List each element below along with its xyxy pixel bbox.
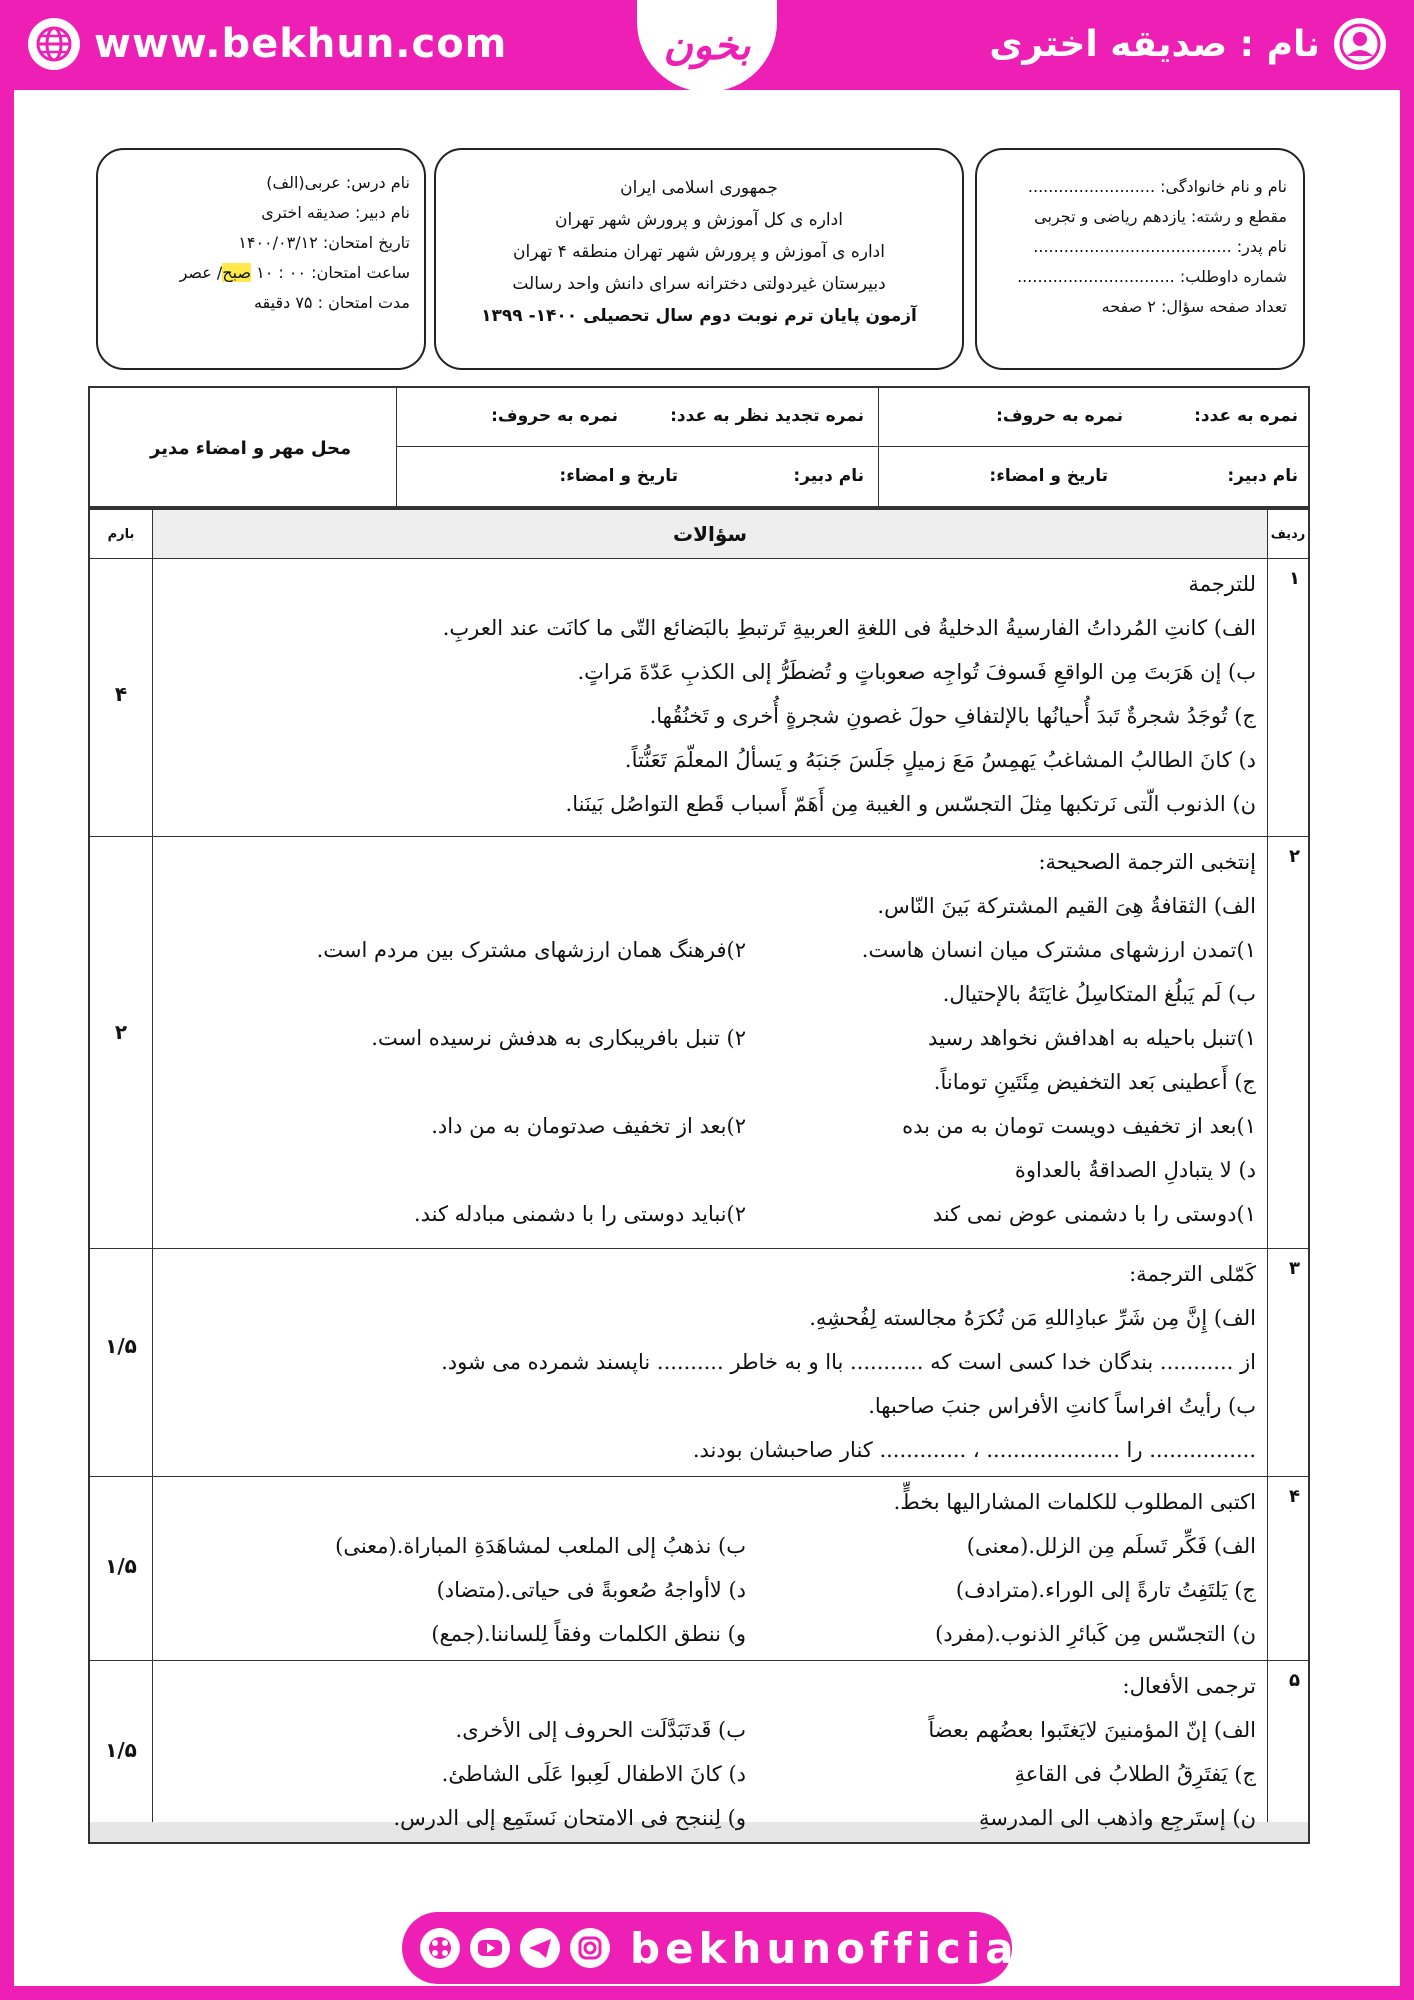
teacher-name-banner	[989, 18, 1386, 70]
exam-time-value: ساعت امتحان: ۰۰ : ۱۰	[256, 263, 410, 282]
questions-table	[88, 508, 1310, 1844]
candidate-number-field: شماره داوطلب: ...............................	[1017, 267, 1287, 286]
question-1-number: ۱	[1289, 568, 1300, 589]
item-row	[162, 1612, 1256, 1656]
question-2-score: ۲	[114, 1020, 128, 1044]
item-b: د) لاأواجهُ صُعوبةً فی حیاتی.(متضاد)	[436, 1578, 746, 1602]
divider	[90, 1248, 1308, 1249]
question-3	[162, 1252, 1256, 1472]
item-b: د) کانَ الاطفال لَعِبوا عَلَی الشاطئ.	[441, 1762, 746, 1786]
item-b: و) لِننجح فی الامتحان نَستَمِع إلی الدرس.	[393, 1806, 746, 1830]
student-name-field: نام و نام خانوادگی: .........................	[1027, 177, 1287, 196]
exam-title: آزمون پایان ترم نوبت دوم سال تحصیلی ۱۴۰۰- ۱۳۹۹	[481, 306, 917, 326]
question-1-score: ۴	[114, 682, 128, 706]
question-4	[162, 1480, 1256, 1656]
option-row	[162, 1192, 1256, 1236]
father-name-field: نام پدر: .......................................	[1033, 237, 1287, 256]
subject-field: نام درس: عربی(الف)	[266, 173, 410, 192]
student-info-box	[975, 148, 1305, 370]
website-link[interactable]	[28, 18, 507, 70]
question-5-title: ترجمی الأفعال:	[1122, 1674, 1256, 1698]
item-row	[162, 1796, 1256, 1840]
item-a: ن) التجسّس مِن کَبائرِ الذنوب.(مفرد)	[935, 1622, 1256, 1646]
question-1-title: للترجمة	[1188, 572, 1256, 596]
aparat-icon[interactable]	[420, 1928, 460, 1968]
divider	[90, 1476, 1308, 1477]
option-row	[162, 1016, 1256, 1060]
question-3-blank: از ........... بندگان خدا کسی است که ........... باا و به خاطر .......... ناپسند شمرده می شود.	[441, 1350, 1256, 1374]
user-icon	[1334, 18, 1386, 70]
teacher-name-label-2: نام دبیر:	[793, 466, 864, 486]
item-a: ج) یَفتَرِقُ الطلابُ فی القاعةِ	[1014, 1762, 1256, 1786]
option-row	[162, 928, 1256, 972]
option-1: ۱)تمدن ارزشهای مشترک میان انسان هاست.	[861, 938, 1256, 962]
exam-time-suffix: / عصر	[179, 263, 223, 282]
page-count-field: تعداد صفحه سؤال: ۲ صفحه	[1101, 297, 1287, 316]
instagram-icon[interactable]	[570, 1928, 610, 1968]
youtube-icon[interactable]	[470, 1928, 510, 1968]
question-2-item: د) لا یتبادلِ الصداقةُ بالعداوة	[1014, 1158, 1256, 1182]
question-2-number: ۲	[1289, 846, 1300, 867]
item-a: الف) فَکِّر تَسلَم مِن الزلل.(معنی)	[966, 1534, 1256, 1558]
divider	[90, 1660, 1308, 1661]
divider	[90, 836, 1308, 837]
school-info-box	[434, 148, 964, 370]
item-b: و) ننطق الکلمات وفقاً لِلساننا.(جمع)	[431, 1622, 746, 1646]
item-a: ن) إستَرجِع واذهب الی المدرسةِ	[979, 1806, 1256, 1830]
item-row	[162, 1524, 1256, 1568]
question-2-item: ج) أَعطینی بَعد التخفیض مِئَتَینِ توماناً.	[933, 1070, 1256, 1094]
divider	[878, 388, 879, 506]
question-1-item: الف) کانتِ المُرداتُ الفارسیةُ الدخلیةُ فی اللغةِ العربیةِ تَرتبطِ بالبَضائع التّی ما کانَت عند العربِ.	[442, 616, 1256, 640]
item-row	[162, 1752, 1256, 1796]
office-line: اداره ی کل آموزش و پرورش شهر تهران	[555, 210, 843, 230]
question-5-score: ۱/۵	[105, 1738, 137, 1762]
option-2: ۲)فرهنگ همان ارزشهای مشترک بین مردم است.	[316, 938, 746, 962]
question-3-title: کَمّلی الترجمة:	[1129, 1262, 1256, 1286]
globe-icon	[28, 18, 80, 70]
revised-letters-label: نمره به حروف:	[491, 406, 618, 426]
question-4-score: ۱/۵	[105, 1554, 137, 1578]
school-line: دبیرستان غیردولتی دخترانه سرای دانش واحد رسالت	[512, 274, 886, 294]
option-2: ۲)نباید دوستی را با دشمنی مبادله کند.	[413, 1202, 746, 1226]
divider	[1267, 510, 1268, 1842]
question-2-item: ب) لَم یَبلُغ المتکاسِلُ غایَتَهُ بالإحتیال.	[942, 982, 1256, 1006]
question-3-blank: ................ را .................... ، ............. کنار صاحبشان بودند.	[692, 1438, 1256, 1462]
question-3-number: ۳	[1289, 1258, 1300, 1279]
divider	[396, 446, 1308, 447]
question-4-number: ۴	[1289, 1486, 1300, 1507]
score-column-header: بارم	[107, 526, 135, 542]
exam-date-field: تاریخ امتحان: ۱۴۰۰/۰۳/۱۲	[238, 233, 410, 252]
question-2-title: إنتخبی الترجمة الصحیحة:	[1038, 850, 1256, 874]
option-1: ۱)بعد از تخفیف دویست تومان به من بده	[902, 1114, 1256, 1138]
country-line: جمهوری اسلامی ایران	[620, 178, 778, 198]
option-2: ۲)بعد از تخفیف صدتومان به من داد.	[431, 1114, 746, 1138]
option-2: ۲) تنبل بافریبکاری به هدفش نرسیده است.	[371, 1026, 746, 1050]
teacher-name-label: نام دبیر:	[1227, 466, 1298, 486]
date-sign-label-2: تاریخ و امضاء:	[559, 466, 678, 486]
logo-text: بخون	[663, 23, 751, 69]
divider	[152, 510, 153, 1842]
item-row	[162, 1568, 1256, 1612]
grade-table	[88, 386, 1310, 508]
question-3-item: ب) رأیتُ افراساً کانتِ الأفراس جنبَ صاحبها.	[868, 1394, 1256, 1418]
telegram-icon[interactable]	[520, 1928, 560, 1968]
question-1	[162, 562, 1256, 826]
question-1-item: ج) تُوجَدُ شجرةٌ تَبدَ أُحیانُها بالإلتفافِ حولَ غصونِ شجرةٍ أُخری و تَخنُقُها.	[649, 704, 1256, 728]
district-line: اداره ی آموزش و پرورش شهر تهران منطقه ۴ تهران	[513, 242, 885, 262]
question-3-score: ۱/۵	[105, 1334, 137, 1358]
website-url: www.bekhun.com	[94, 21, 508, 67]
question-2	[162, 840, 1256, 1236]
option-1: ۱)تنبل باحیله به اهدافش نخواهد رسید	[927, 1026, 1256, 1050]
question-4-title: اکتبی المطلوب للکلمات المشارالیها بخطٍّ.	[893, 1490, 1256, 1514]
divider	[396, 388, 397, 506]
divider	[90, 558, 1308, 559]
question-5-number: ۵	[1289, 1670, 1300, 1691]
exam-info-box	[96, 148, 426, 370]
question-5	[162, 1664, 1256, 1840]
item-b: ب) قَدتَبَدَّلَت الحروف إلی الأخری.	[455, 1718, 746, 1742]
score-letters-label: نمره به حروف:	[996, 406, 1123, 426]
option-row	[162, 1104, 1256, 1148]
questions-title: سؤالات	[672, 522, 748, 546]
date-sign-label: تاریخ و امضاء:	[989, 466, 1108, 486]
item-b: ب) نذهبُ إلی الملعب لمشاهَدَةِ المباراة.(معنی)	[335, 1534, 746, 1558]
duration-field: مدت امتحان : ۷۵ دقیقه	[253, 293, 410, 312]
questions-header	[152, 510, 1268, 558]
morning-highlight: صبح	[222, 263, 252, 282]
item-a: ج) یَلتَفِتُ تارةً إلی الوراء.(مترادف)	[955, 1578, 1256, 1602]
question-1-item: ن) الذنوب الّتی نَرتکبها مِثلَ التجسّس و الغیبة مِن أَهَمّ أَسباب قَطع التواصُل بَینَنا.	[565, 792, 1256, 816]
exam-time-field	[112, 258, 410, 288]
grade-field: مقطع و رشته: یازدهم ریاضی و تجربی	[1034, 207, 1287, 226]
banner-name: نام : صدیقه اختری	[989, 23, 1320, 65]
item-a: الف) إنّ المؤمنینَ لایَغتَبوا بعضُهم بعضاً	[928, 1718, 1256, 1742]
score-number-label: نمره به عدد:	[1194, 406, 1298, 426]
row-column-header: ردیف	[1270, 526, 1306, 542]
item-row	[162, 1708, 1256, 1752]
question-3-item: الف) إِنَّ مِن شَرِّ عبادِاللهِ مَن تُکرَهُ مجالسته لِفُحشِهِ.	[809, 1306, 1256, 1330]
social-bar	[402, 1912, 1039, 1984]
question-1-item: ب) إن هَرَبتَ مِن الواقعِ فَسوفَ تُواجِه صعوباتٍ و تُضطَرُّ إلی الکذبِ عَدّةَ مَراتٍ.	[577, 660, 1256, 684]
question-1-item: د) کانَ الطالبُ المشاغبُ یَهمِسُ مَعَ زمیلٍ جَلَسَ جَنبَهُ و یَسألُ المعلّمَ تَعَنُّتاً.	[624, 748, 1256, 772]
teacher-field: نام دبیر: صدیقه اختری	[261, 203, 410, 222]
principal-stamp-label: محل مهر و امضاء مدیر	[150, 438, 352, 459]
option-1: ۱)دوستی را با دشمنی عوض نمی کند	[932, 1202, 1256, 1226]
social-handle[interactable]: bekhunofficial	[630, 1923, 1039, 1973]
revised-number-label: نمره تجدید نظر به عدد:	[670, 406, 864, 426]
question-2-item: الف) الثقافةُ هِیَ القیم المشترکة بَینَ النّاس.	[877, 894, 1256, 918]
